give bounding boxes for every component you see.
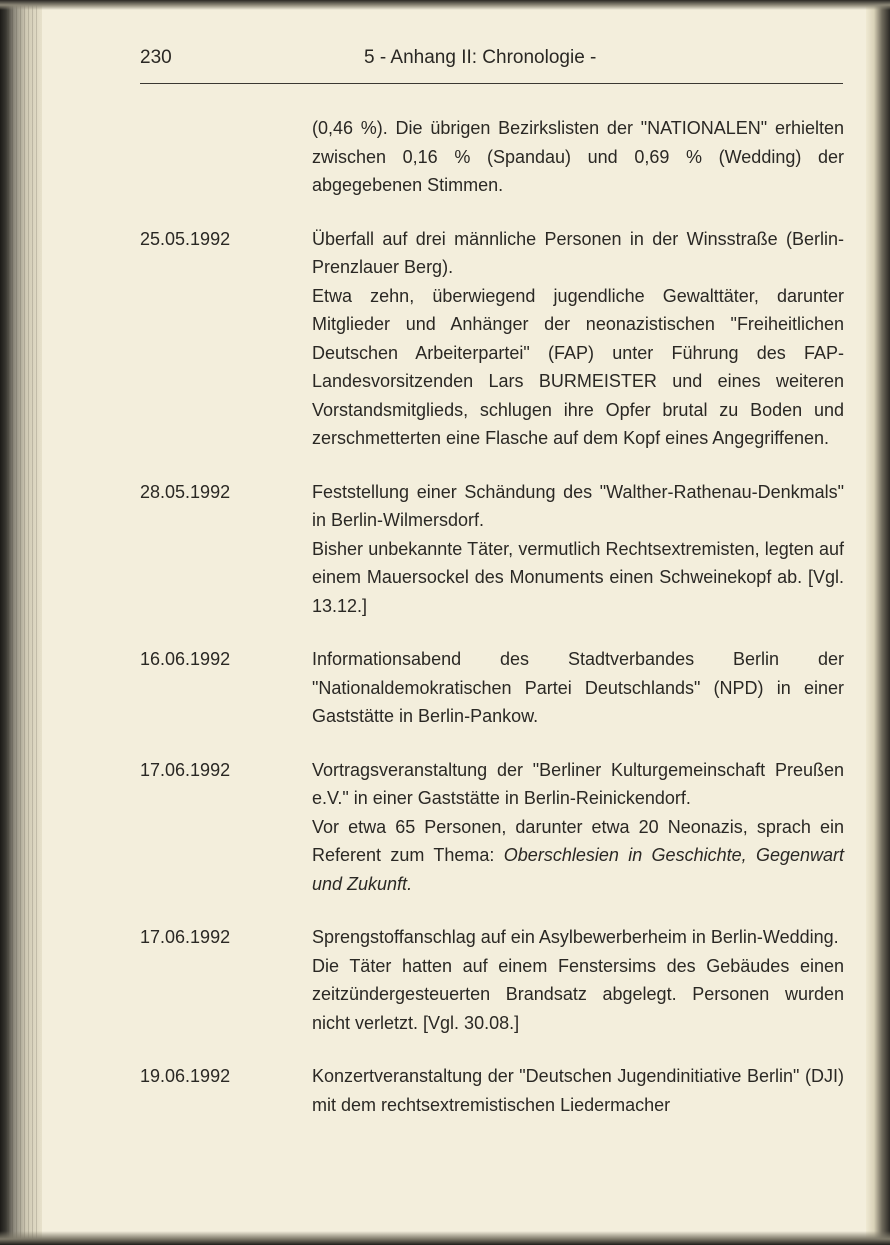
entry-body	[312, 114, 844, 200]
entry-date: 28.05.1992	[140, 481, 231, 502]
chronology-entry	[140, 225, 844, 453]
page-number: 230	[140, 47, 172, 68]
header-rule	[140, 83, 843, 84]
entry-paragraph: Sprengstoffanschlag auf ein Asylbewerberheim in Berlin-Wedding.	[312, 927, 839, 947]
entry-body	[312, 478, 844, 621]
chronology-entry	[140, 923, 844, 1037]
running-title: 5 - Anhang II: Chronologie -	[364, 47, 597, 68]
entry-paragraph: Bisher unbekannte Täter, vermutlich Rechtsextremisten, legten auf einem Mauersockel des Monuments einen Schweinekopf ab. [Vgl. 13.12.]	[312, 538, 844, 616]
chronology-entry	[140, 645, 844, 731]
entry-date: 17.06.1992	[140, 927, 231, 947]
entry-body	[312, 923, 844, 1037]
entry-paragraph: Konzertveranstaltung der "Deutschen Jugendinitiative Berlin" (DJI) mit dem rechtsextremistischen Liedermacher	[312, 1066, 844, 1115]
entry-paragraph: Vortragsveranstaltung der "Berliner Kulturgemeinschaft Preußen e.V." in einer Gaststätte in Berlin-Reinickendorf.	[312, 759, 844, 808]
entry-body	[312, 225, 844, 453]
page-edge-top	[0, 0, 890, 10]
chronology-entry	[140, 1062, 844, 1119]
entry-paragraph: Überfall auf drei männliche Personen in der Winsstraße (Berlin-Prenzlauer Berg).	[312, 228, 844, 277]
entry-body	[312, 756, 844, 899]
entry-paragraph	[312, 813, 844, 899]
entry-body	[312, 1062, 844, 1119]
entry-paragraph-text: Vor etwa 65 Personen, darunter etwa 20 Neonazis, sprach ein Referent zum Thema:	[312, 816, 844, 865]
entry-date: 17.06.1992	[140, 759, 231, 780]
lecture-title: Oberschlesien in Geschichte, Gegenwart und Zukunft.	[312, 845, 844, 894]
page-header	[140, 44, 843, 84]
chronology-entry	[140, 756, 844, 899]
entry-body	[312, 645, 844, 731]
chronology-entries	[140, 114, 844, 1144]
entry-paragraph: (0,46 %). Die übrigen Bezirkslisten der "NATIONALEN" erhielten zwischen 0,16 % (Spandau) und 0,69 % (Wedding) der abgegebenen Stimmen.	[312, 118, 844, 195]
page-edge-bottom	[0, 1231, 890, 1245]
entry-date: 19.06.1992	[140, 1066, 231, 1086]
page-edges-left	[8, 0, 38, 1245]
chronology-entry	[140, 478, 844, 621]
entry-date: 16.06.1992	[140, 649, 231, 669]
entry-paragraph: Etwa zehn, überwiegend jugendliche Gewalttäter, darunter Mitglieder und Anhänger der neonazistischen "Freiheitlichen Deutschen Arbeiterpartei" (FAP) unter Führung des FAP-Landesvorsitzenden Lars BURMEISTER und eines weiteren Vorstandsmitglieds, schlugen ihre Opfer brutal zu Boden und zerschmetterten eine Flasche auf dem Kopf eines Angegriffenen.	[312, 285, 844, 448]
entry-date: 25.05.1992	[140, 228, 231, 249]
page-edge-right	[866, 0, 890, 1245]
entry-paragraph: Informationsabend des Stadtverbandes Berlin der "Nationaldemokratischen Partei Deutschlands" (NPD) in einer Gaststätte in Berlin-Pankow.	[312, 649, 844, 726]
continued-entry	[140, 114, 844, 200]
entry-paragraph: Feststellung einer Schändung des "Walther-Rathenau-Denkmals" in Berlin-Wilmersdorf.	[312, 481, 844, 530]
entry-paragraph: Die Täter hatten auf einem Fenstersims des Gebäudes einen zeitzündergesteuerten Brandsatz abgelegt. Personen wurden nicht verletzt. [Vgl. 30.08.]	[312, 955, 844, 1033]
